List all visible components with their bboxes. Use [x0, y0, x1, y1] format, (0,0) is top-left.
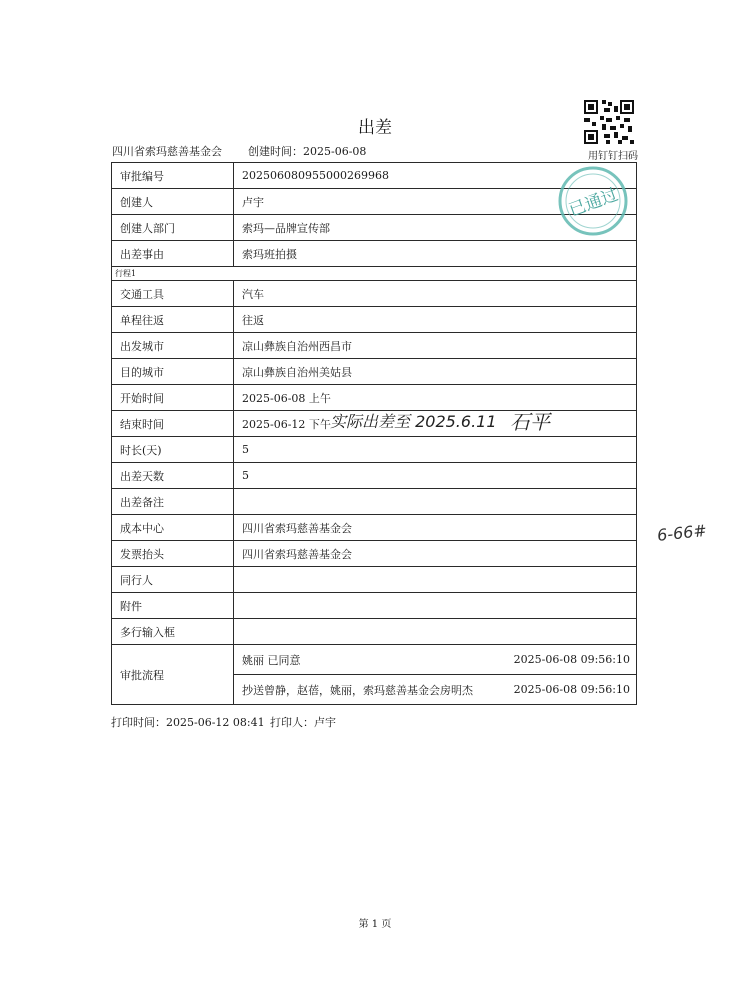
form-row — [112, 567, 637, 593]
field-label: 开始时间 — [112, 385, 234, 411]
page-number: 第 1 页 — [358, 919, 392, 930]
field-value: 索玛—品牌宣传部 — [234, 215, 637, 241]
form-row — [112, 515, 637, 541]
created-time: 创建时间：2025-06-08 — [248, 145, 367, 158]
field-value — [234, 619, 637, 645]
form-row — [112, 541, 637, 567]
field-label: 交通工具 — [112, 281, 234, 307]
field-label: 创建人部门 — [112, 215, 234, 241]
form-row — [112, 359, 637, 385]
handwritten-annotation — [330, 403, 570, 445]
document-title: 出差 — [358, 118, 392, 138]
form-row — [112, 281, 637, 307]
field-label: 出差备注 — [112, 489, 234, 515]
field-value: 凉山彝族自治州美姑县 — [234, 359, 637, 385]
approval-step-time: 2025-06-08 09:56:10 — [494, 645, 636, 675]
field-label: 出发城市 — [112, 333, 234, 359]
handwritten-note: 实际出差至 2025.6.11 — [330, 412, 497, 431]
form-row — [112, 489, 637, 515]
field-label: 时长(天) — [112, 437, 234, 463]
field-label: 单程往返 — [112, 307, 234, 333]
field-value: 2025-06-12 下午 — [234, 411, 637, 437]
printer-name: 打印人：卢宇 — [270, 716, 336, 729]
field-value: 汽车 — [234, 281, 637, 307]
stamp-text: 已通过 — [566, 184, 622, 221]
qr-code-icon — [582, 98, 636, 146]
approval-step-time: 2025-06-08 09:56:10 — [494, 675, 636, 705]
field-value: 202506080955000269968 — [234, 163, 637, 189]
form-row — [112, 619, 637, 645]
section-label: 行程1 — [112, 267, 637, 281]
approval-label: 审批流程 — [112, 645, 234, 705]
field-value: 5 — [234, 437, 637, 463]
approval-step-text: 姚丽 已同意 — [234, 645, 495, 675]
field-label: 同行人 — [112, 567, 234, 593]
field-label: 目的城市 — [112, 359, 234, 385]
field-value — [234, 593, 637, 619]
side-note-text: 6-66# — [656, 520, 708, 545]
approved-stamp — [557, 165, 629, 237]
field-label: 审批编号 — [112, 163, 234, 189]
organization-name: 四川省索玛慈善基金会 — [112, 145, 222, 158]
field-label: 多行输入框 — [112, 619, 234, 645]
field-value — [234, 489, 637, 515]
form-row — [112, 307, 637, 333]
approval-row — [112, 645, 637, 675]
field-label: 发票抬头 — [112, 541, 234, 567]
field-label: 出差事由 — [112, 241, 234, 267]
form-row — [112, 333, 637, 359]
print-time: 打印时间：2025-06-12 08:41 — [111, 716, 265, 729]
field-value: 卢宇 — [234, 189, 637, 215]
form-row — [112, 241, 637, 267]
field-value: 凉山彝族自治州西昌市 — [234, 333, 637, 359]
field-label: 成本中心 — [112, 515, 234, 541]
field-value — [234, 567, 637, 593]
field-value: 四川省索玛慈善基金会 — [234, 541, 637, 567]
field-value: 5 — [234, 463, 637, 489]
handwritten-signature: 石平 — [510, 410, 550, 434]
field-label: 结束时间 — [112, 411, 234, 437]
field-value: 2025-06-08 上午 — [234, 385, 637, 411]
field-label: 出差天数 — [112, 463, 234, 489]
field-value: 索玛班拍摄 — [234, 241, 637, 267]
handwritten-side-note — [655, 514, 725, 550]
field-label: 附件 — [112, 593, 234, 619]
field-value: 四川省索玛慈善基金会 — [234, 515, 637, 541]
field-value: 往返 — [234, 307, 637, 333]
form-row — [112, 463, 637, 489]
field-label: 创建人 — [112, 189, 234, 215]
form-row — [112, 593, 637, 619]
trip-section-header — [112, 267, 637, 281]
approval-step-text: 抄送曾静，赵蓓，姚丽，索玛慈善基金会房明杰 — [234, 675, 495, 705]
qr-caption: 用钉钉扫码 — [588, 151, 638, 162]
